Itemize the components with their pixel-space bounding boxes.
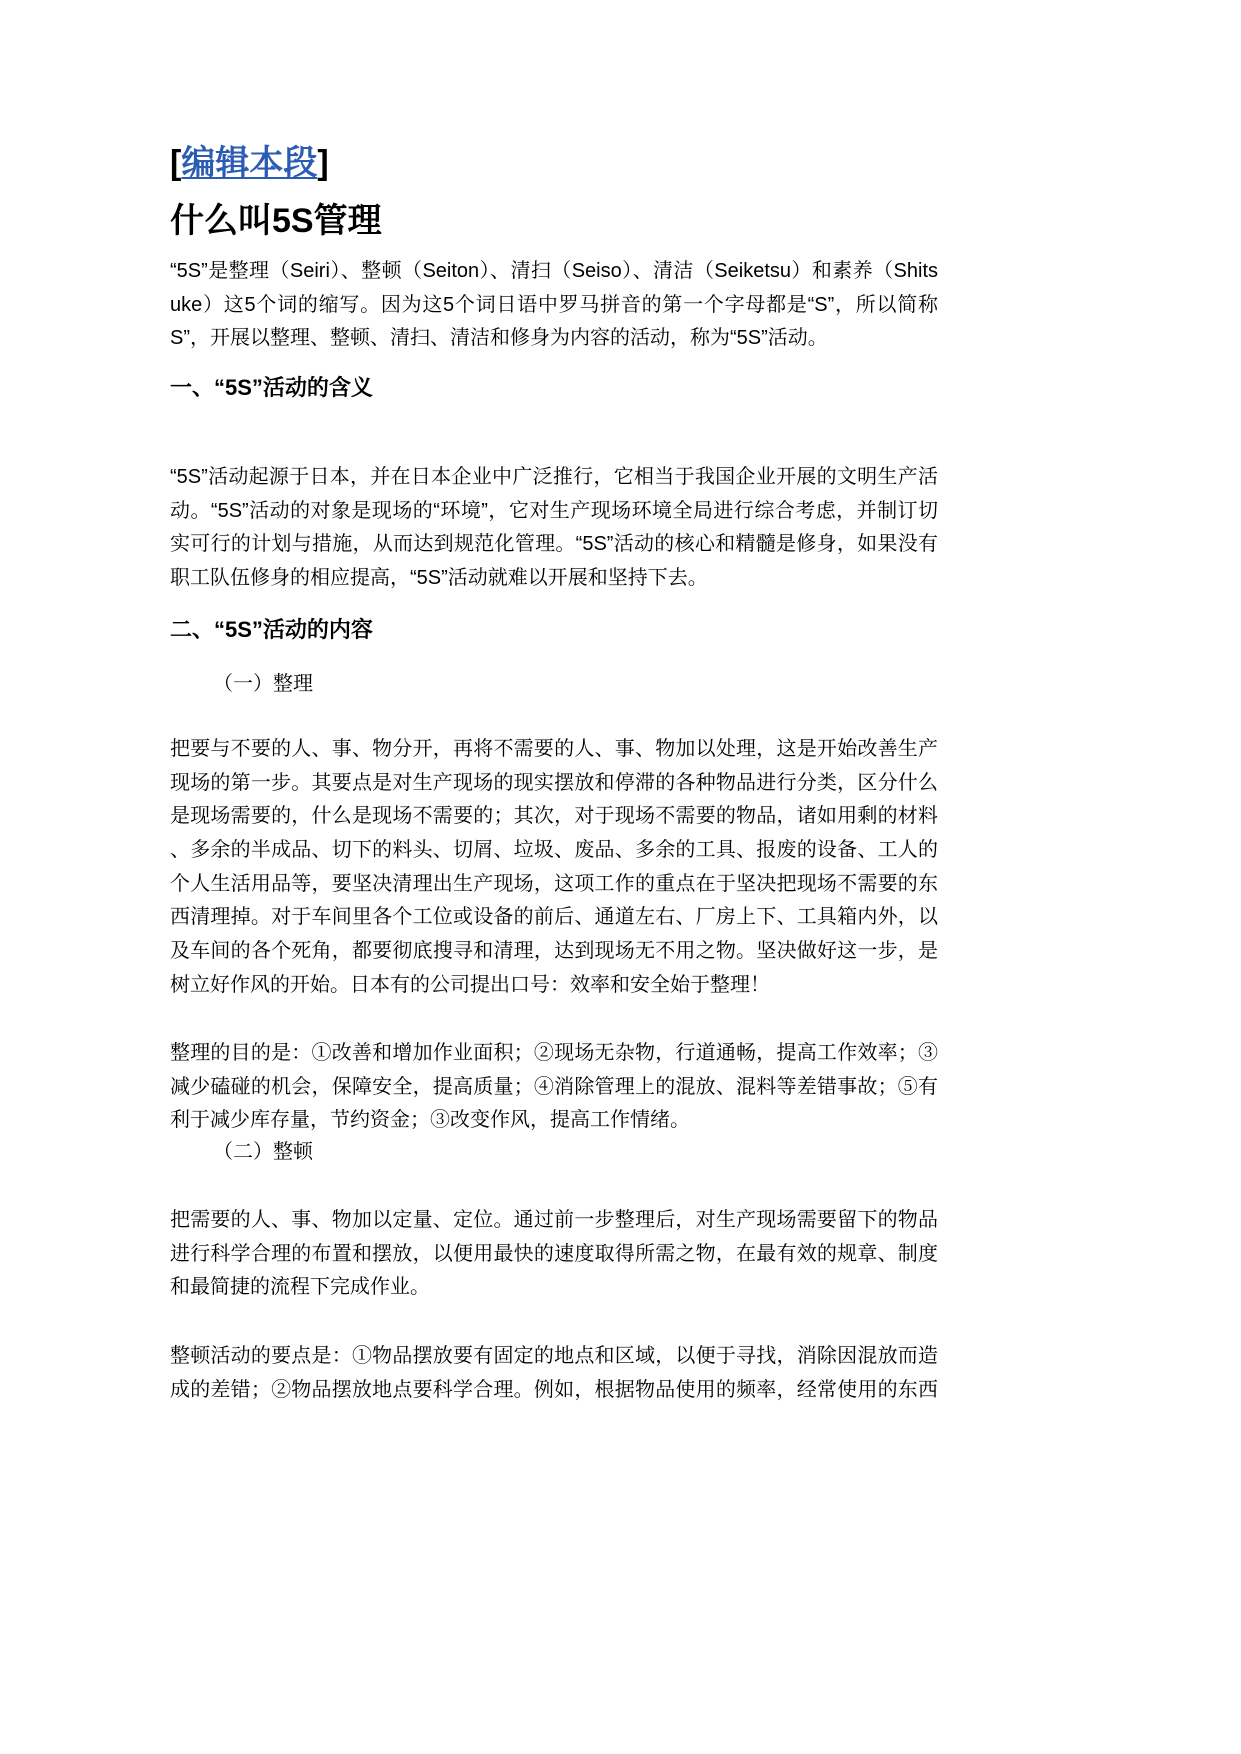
paragraph-line: 利于减少库存量，节约资金；③改变作风，提高工作情绪。 <box>170 1109 690 1132</box>
edit-section-heading <box>170 141 329 185</box>
paragraph-line: 动。“5S”活动的对象是现场的“环境”，它对生产现场环境全局进行综合考虑，并制订切 <box>170 499 938 522</box>
section-heading-content: 二、“5S”活动的内容 <box>170 617 373 642</box>
paragraph-line: 、多余的半成品、切下的料头、切屑、垃圾、废品、多余的工具、报废的设备、工人的 <box>170 839 938 862</box>
paragraph-line: 把需要的人、事、物加以定量、定位。通过前一步整理后，对生产现场需要留下的物品 <box>170 1209 938 1231</box>
paragraph-line: 现场的第一步。其要点是对生产现场的现实摆放和停滞的各种物品进行分类，区分什么 <box>170 771 938 794</box>
paragraph-line: 职工队伍修身的相应提高，“5S”活动就难以开展和坚持下去。 <box>170 567 708 590</box>
paragraph-line: 树立好作风的开始。日本有的公司提出口号：效率和安全始于整理！ <box>170 973 770 996</box>
paragraph-line: uke）这5个词的缩写。因为这5个词日语中罗马拼音的第一个字母都是“S”，所以简称 <box>170 293 938 316</box>
paragraph-line: 西清理掉。对于车间里各个工位或设备的前后、通道左右、厂房上下、工具箱内外，以 <box>170 906 938 929</box>
paragraph-line: 减少磕碰的机会，保障安全，提高质量；④消除管理上的混放、混料等差错事故；⑤有 <box>170 1075 938 1098</box>
paragraph-line: S”，开展以整理、整顿、清扫、清洁和修身为内容的活动，称为“5S”活动。 <box>170 327 828 350</box>
sort-purpose-paragraph <box>170 1037 938 1138</box>
paragraph-line: 个人生活用品等，要坚决清理出生产现场，这项工作的重点在于坚决把现场不需要的东 <box>170 872 938 895</box>
subsection-heading-set-in-order: （二）整顿 <box>213 1141 313 1163</box>
set-in-order-points-paragraph <box>170 1340 938 1407</box>
section-heading-meaning: 一、“5S”活动的含义 <box>170 375 373 400</box>
paragraph-line: 把要与不要的人、事、物分开，再将不需要的人、事、物加以处理，这是开始改善生产 <box>170 738 938 760</box>
paragraph-line: 及车间的各个死角，都要彻底搜寻和清理，达到现场无不用之物。坚决做好这一步，是 <box>170 940 938 963</box>
meaning-paragraph <box>170 461 938 596</box>
set-in-order-paragraph <box>170 1204 938 1305</box>
subsection-heading-sort: （一）整理 <box>213 673 313 695</box>
paragraph-line: 整理的目的是：①改善和增加作业面积；②现场无杂物，行道通畅，提高工作效率；③ <box>170 1042 938 1064</box>
open-bracket: [ <box>170 144 182 182</box>
paragraph-line: “5S”活动起源于日本，并在日本企业中广泛推行，它相当于我国企业开展的文明生产活 <box>170 466 938 488</box>
page-title: 什么叫5S管理 <box>170 202 382 240</box>
paragraph-line: 实可行的计划与措施，从而达到规范化管理。“5S”活动的核心和精髓是修身，如果没有 <box>170 533 938 556</box>
paragraph-line: 成的差错；②物品摆放地点要科学合理。例如，根据物品使用的频率，经常使用的东西 <box>170 1378 938 1401</box>
edit-section-link[interactable]: 编辑本段 <box>181 144 318 182</box>
paragraph-line: 是现场需要的，什么是现场不需要的；其次，对于现场不需要的物品，诸如用剩的材料 <box>170 805 938 828</box>
paragraph-line: “5S”是整理（Seiri）、整顿（Seiton）、清扫（Seiso）、清洁（Seiketsu）和素养（Shits <box>170 260 938 282</box>
intro-paragraph <box>170 255 938 356</box>
paragraph-line: 整顿活动的要点是：①物品摆放要有固定的地点和区域，以便于寻找，消除因混放而造 <box>170 1345 938 1367</box>
paragraph-line: 和最简捷的流程下完成作业。 <box>170 1276 430 1299</box>
paragraph-line: 进行科学合理的布置和摆放，以便用最快的速度取得所需之物，在最有效的规章、制度 <box>170 1242 938 1265</box>
close-bracket: ] <box>317 144 329 182</box>
sort-paragraph <box>170 733 938 1003</box>
